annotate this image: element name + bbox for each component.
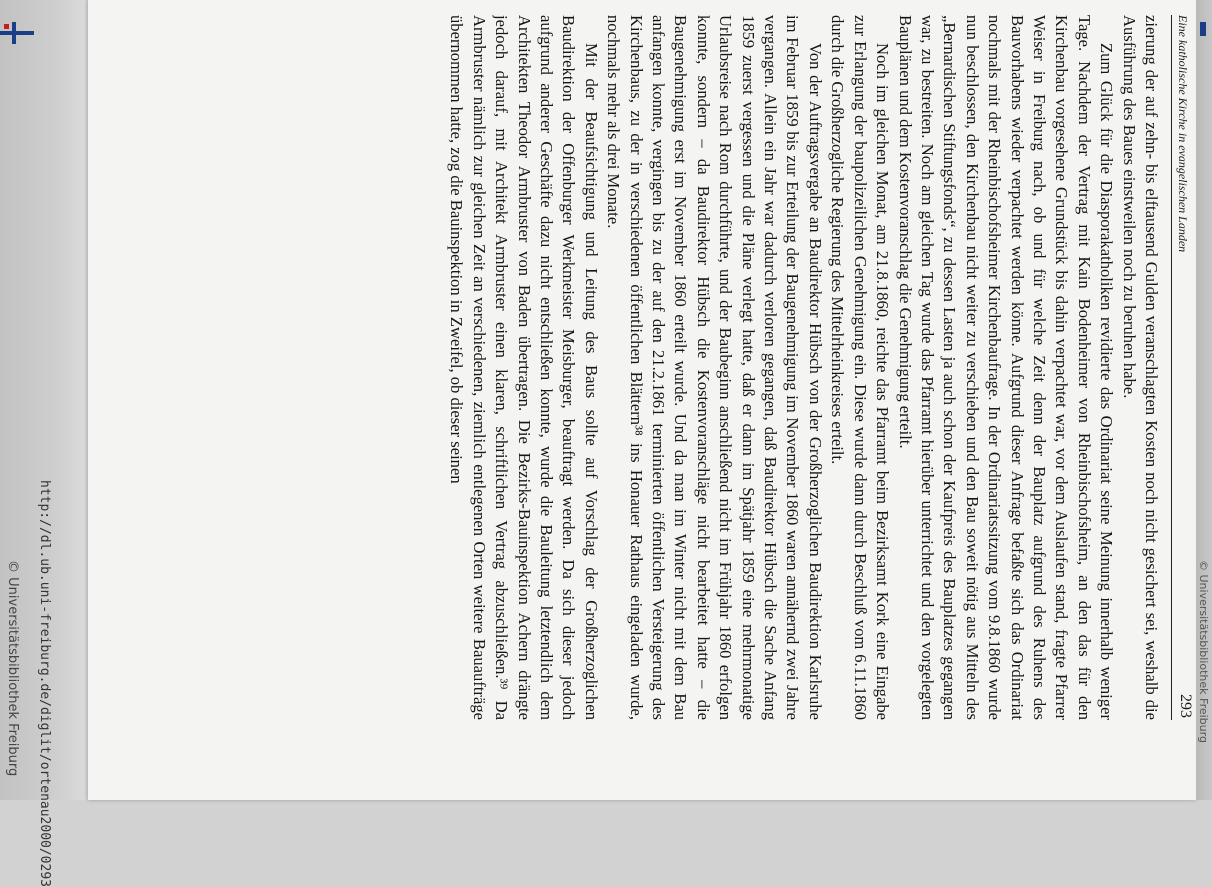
right-edge-notice: © Universitätsbibliothek Freiburg xyxy=(1197,560,1210,743)
copyright-notice: © Universitätsbibliothek Freiburg xyxy=(5,560,20,777)
viewer-sidebar xyxy=(0,0,85,887)
page-number: 293 xyxy=(1177,694,1194,718)
body-text xyxy=(222,15,1162,720)
running-head: Eine katholische Kirche in evangelischen Landen xyxy=(1176,15,1190,253)
paragraph: Mit der Beaufsichtigung und Leitung des Baus sollte auf Vorschlag der Großherzoglichen Baudirektion der Offenburger Werkmeister Meisburger, beauftragt werden. Da sich dieser jedoch aufgrund anderer Geschäfte dazu nicht entschließen konnte, wurde die Bauleitung letztendlich dem Architekten Theodor Armbruster von Baden übertragen. Die Bezirks-Bauinspektion Achern drängte jedoch darauf, mit Architekt Armbruster einen klaren, schriftlichen Vertrag abzuschließen.³⁹ Da Armbruster nämlich zur gleichen Zeit an verschiedenen, ziemlich entlegenen Orten weitere Bauaufträge übernommen hatte, zog die Bauinspektion in Zweifel, ob dieser seinen xyxy=(447,15,601,720)
paragraph: Noch im gleichen Monat, am 21.8.1860, reichte das Pfarramt beim Bezirksamt Kork eine Eingabe zur Erlangung der baupolizeilichen Genehmigung ein. Diese wurde dann durch Beschluß vom 6.11.1860 durch die Großherzogliche Regierung des Mittelrheinkreises erteilt. xyxy=(828,15,893,720)
header-rule xyxy=(1171,15,1172,720)
document-page xyxy=(88,0,1196,800)
paragraph: Von der Auftragsvergabe an Baudirektor Hübsch von der Großherzoglichen Baudirektion Karlsruhe im Februar 1859 bis zur Erteilung der Baugenehmigung im November 1860 waren annähernd zwei Jahre vergangen. Allein ein Jahr war dadurch verloren gegangen, daß Baudirektor Hübsch die Sache Anfang 1859 zuerst vergessen und die Pläne verlegt hatte, daß er dann im Spätjahr 1859 eine mehrmonatige Urlaubsreise nach Rom durchführte, und der Baubeginn anschließend nicht im Frühjahr 1860 erfolgen konnte, sondern – da Baudirektor Hübsch die Kostenvoranschläge nicht bearbeitet hatte – die Baugenehmigung erst im November 1860 erteilt wurde. Und da man im Winter nicht mit dem Bau anfangen konnte, vergingen bis zu der auf den 21.2.1861 terminierten öffentlichen Versteigerung des Kirchenbaus, zu der in verschiedenen öffentlichen Blättern³⁸ ins Honauer Rathaus eingeladen wurde, nochmals mehr als drei Monate. xyxy=(604,15,825,720)
paragraph: zierung der auf zehn- bis elftausend Gulden veranschlagten Kosten noch nicht gesichert sei, weshalb die Ausführung des Baues einstweilen noch zu beruhen habe. xyxy=(1119,15,1161,720)
paragraph: Zum Glück für die Diasporakatholiken revidierte das Ordinariat seine Meinung innerhalb weniger Tage. Nachdem der Vertrag mit Kain Bodenheimer von Rheinbischofsheim, an den das für den Kirchenbau vorgesehene Grundstück bis dahin verpachtet war, vor dem Auslaufen stand, fragte Pfarrer Weiser in Freiburg nach, ob und für welche Zeit denn der Bauplatz aufgrund des Ruhens des Bauvorhabens wieder verpachtet werden könne. Aufgrund dieser Anfrage befaßte sich das Ordinariat nochmals mit der Rheinbischofsheimer Kirchenbaufrage. In der Ordinariatssitzung vom 9.8.1860 wurde nun beschlossen, den Kirchenbau nicht weiter zu verschieben und den Bau soweit nötig aus Mitteln des „Bernardischen Stiftungsfonds“, zu dessen Lasten ja auch schon der Kaufpreis des Bauplatzes gegangen war, zu bestreiten. Noch am gleichen Tag wurde das Pfarramt hierüber unterrichtet und den vorgelegten Bauplänen und dem Kostenvoranschlag die Genehmigung erteilt. xyxy=(895,15,1117,720)
page-content xyxy=(88,0,1196,800)
source-url[interactable]: http://dl.ub.uni-freiburg.de/diglit/ortenau2000/0293 xyxy=(37,480,52,887)
library-logo-icon xyxy=(1200,22,1206,36)
